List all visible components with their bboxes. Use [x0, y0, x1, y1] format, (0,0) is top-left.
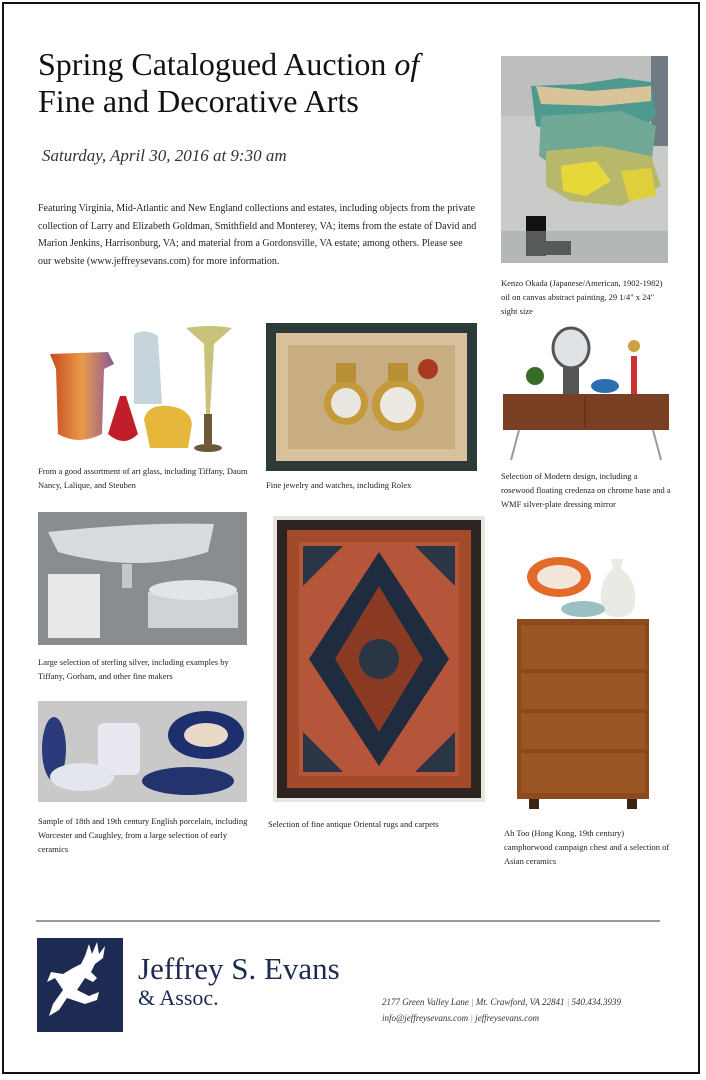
address: 2177 Green Valley Lane [382, 997, 469, 1007]
firm-suffix: & Assoc. [138, 985, 219, 1010]
modern-design-caption: Selection of Modern design, including a rosewood floating credenza on chrome base and a WMF silver-plate dressing mirror [501, 471, 671, 509]
footer-divider [36, 920, 660, 922]
rug-image [273, 516, 485, 802]
painting-caption: Kenzo Okada (Japanese/American, 1902-1982) oil on canvas abstract painting, 29 1/4" x 24" sight size [501, 278, 663, 316]
title-of: of [394, 46, 420, 82]
separator: | [566, 997, 570, 1007]
page-title [38, 46, 488, 120]
phone: 540.434.3939 [571, 997, 621, 1007]
painting-image [501, 56, 668, 263]
rug-caption: Selection of fine antique Oriental rugs and carpets [268, 819, 439, 829]
silver-image [38, 512, 247, 645]
title-line-1: Spring Catalogued Auction [38, 46, 387, 82]
intro-paragraph: Featuring Virginia, Mid-Atlantic and New England collections and estates, including objects from the private collection of Larry and Elizabeth Goldman, Smithfield and Monterey, VA; items from the estate of David and Marion Jenkins, Harrisonburg, VA; and material from a Gordonsville, VA estate; among others. Please see our website (www.jeffreysevans.com) for more information. [38, 203, 477, 267]
modern-design-image [501, 326, 671, 464]
auction-date: Saturday, April 30, 2016 at 9:30 am [42, 146, 287, 165]
deer-logo-icon [37, 938, 123, 1032]
contact-info [382, 994, 682, 1026]
firm-name: Jeffrey S. Evans [138, 951, 340, 986]
art-glass-image [38, 324, 247, 457]
jewelry-caption: Fine jewelry and watches, including Rolex [266, 480, 412, 490]
silver-caption: Large selection of sterling silver, including examples by Tiffany, Gorham, and other fine makers [38, 657, 229, 681]
email-link[interactable]: info@jeffreysevans.com [382, 1013, 469, 1023]
city: Mt. Crawford, VA 22841 [475, 997, 565, 1007]
separator: | [470, 1013, 473, 1023]
jewelry-image [266, 323, 477, 471]
art-glass-caption: From a good assortment of art glass, including Tiffany, Daum Nancy, Lalique, and Steuben [38, 466, 248, 490]
campaign-chest-image [513, 553, 653, 811]
separator: | [471, 997, 474, 1007]
porcelain-caption: Sample of 18th and 19th century English porcelain, including Worcester and Caughley, from a large selection of early ceramics [38, 816, 248, 854]
title-line-2: Fine and Decorative Arts [38, 83, 359, 119]
website-link[interactable]: jeffreysevans.com [475, 1013, 540, 1023]
campaign-chest-caption: Ah Too (Hong Kong, 19th century) camphorwood campaign chest and a selection of Asian ceramics [504, 828, 670, 866]
porcelain-image [38, 701, 247, 802]
